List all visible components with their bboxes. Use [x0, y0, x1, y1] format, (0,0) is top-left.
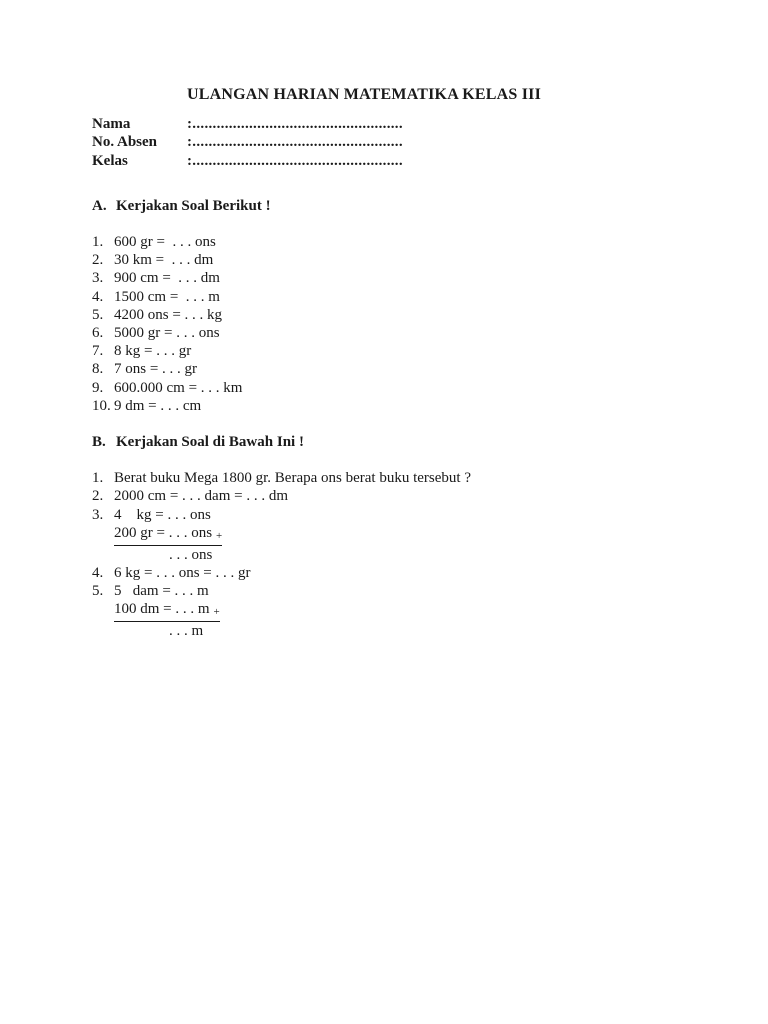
addition-line-2 [114, 600, 636, 622]
problem-text: 6 kg = . . . ons = . . . gr [114, 565, 251, 582]
problem-text: 600.000 cm = . . . km [114, 379, 243, 396]
problem-number: 5. [92, 306, 104, 323]
problem-number: 1. [92, 234, 104, 251]
problem-text: 7 ons = . . . gr [114, 361, 198, 378]
addition-line-1: 4 kg = . . . ons [114, 506, 211, 523]
problem-number: 2. [92, 252, 104, 269]
underlined-addend [114, 525, 222, 546]
addition-line-1: 5 dam = . . . m [114, 583, 209, 600]
problem-text: 5000 gr = . . . ons [114, 325, 220, 342]
problem-number: 2. [92, 488, 104, 505]
problem-text: 8 kg = . . . gr [114, 343, 192, 360]
field-kelas [92, 152, 636, 170]
problem-number: 1. [92, 470, 104, 487]
problem-number: 4. [92, 565, 104, 582]
problem-number: 5. [92, 583, 104, 600]
addend-text: 100 dm = . . . m [114, 601, 210, 618]
section-b [92, 433, 636, 641]
problem-number: 9. [92, 379, 104, 396]
page-title: ULANGAN HARIAN MATEMATIKA KELAS III [187, 86, 541, 103]
section-a-list [92, 233, 636, 415]
problem-row [92, 324, 636, 342]
problem-row-addition [92, 506, 636, 564]
problem-row [92, 251, 636, 269]
section-b-letter: B. [92, 434, 106, 451]
section-a-heading [92, 197, 636, 215]
field-dots-kelas: :.................................................... [187, 152, 403, 169]
sum-line: . . . ons [169, 546, 213, 563]
underlined-addend [114, 601, 220, 622]
addition-block [114, 582, 636, 640]
section-a-letter: A. [92, 197, 107, 214]
field-label-nama: Nama [92, 116, 131, 133]
problem-row [92, 487, 636, 505]
section-b-list [92, 469, 636, 640]
problem-row [92, 233, 636, 251]
problem-text: 2000 cm = . . . dam = . . . dm [114, 488, 288, 505]
problem-number: 7. [92, 343, 104, 360]
problem-number: 3. [92, 270, 104, 287]
problem-number: 3. [92, 506, 104, 523]
field-nama [92, 115, 636, 133]
field-label-kelas: Kelas [92, 152, 128, 169]
section-b-title: Kerjakan Soal di Bawah Ini ! [116, 434, 304, 451]
section-a [92, 197, 636, 415]
addend-text: 200 gr = . . . ons [114, 524, 213, 541]
addition-line-2 [114, 524, 636, 546]
addition-block [114, 506, 636, 564]
problem-text: 9 dm = . . . cm [114, 397, 202, 414]
problem-text: 900 cm = . . . dm [114, 270, 220, 287]
problem-text: 4200 ons = . . . kg [114, 306, 223, 323]
problem-row [92, 342, 636, 360]
problem-row-addition [92, 582, 636, 640]
problem-row [92, 306, 636, 324]
field-dots-nama: :.................................................... [187, 116, 403, 133]
problem-row [92, 288, 636, 306]
problem-row [92, 397, 636, 415]
problem-row [92, 269, 636, 287]
problem-text: 1500 cm = . . . m [114, 288, 220, 305]
plus-sign: + [213, 606, 220, 619]
student-fields [92, 115, 636, 170]
problem-text: Berat buku Mega 1800 gr. Berapa ons berat buku tersebut ? [114, 470, 471, 487]
problem-row [92, 564, 636, 582]
problem-number: 8. [92, 361, 104, 378]
problem-row [92, 469, 636, 487]
problem-number: 4. [92, 288, 104, 305]
problem-row [92, 379, 636, 397]
section-b-heading [92, 433, 636, 451]
problem-row [92, 360, 636, 378]
problem-text: 600 gr = . . . ons [114, 234, 216, 251]
sum-line: . . . m [169, 623, 204, 640]
problem-number: 6. [92, 325, 104, 342]
plus-sign: + [216, 529, 223, 542]
field-label-no-absen: No. Absen [92, 134, 158, 151]
field-dots-no-absen: :.................................................... [187, 134, 403, 151]
field-no-absen [92, 133, 636, 151]
section-a-title: Kerjakan Soal Berikut ! [116, 197, 271, 214]
problem-text: 30 km = . . . dm [114, 252, 214, 269]
problem-number: 10. [92, 397, 111, 414]
